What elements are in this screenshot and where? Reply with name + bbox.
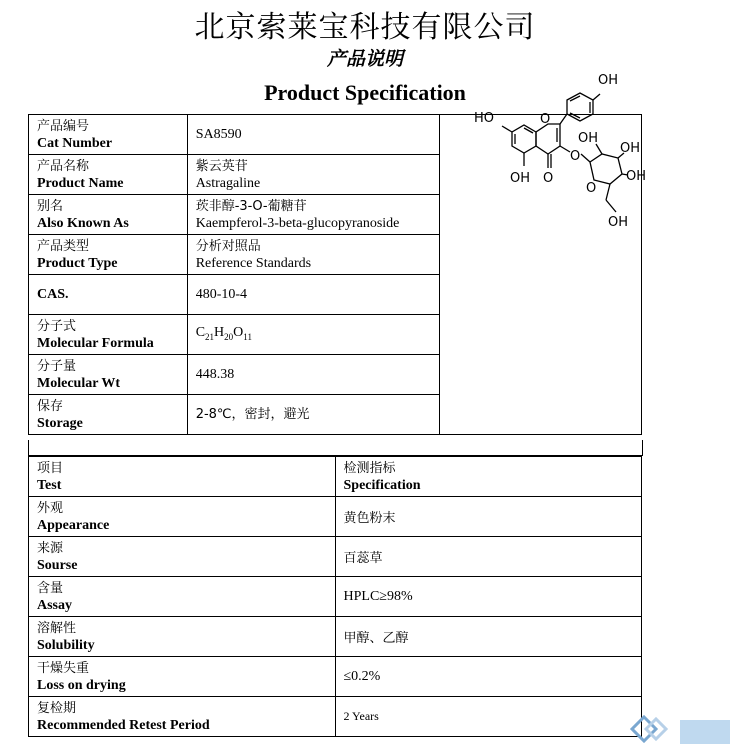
spec-label [29, 537, 336, 577]
pyranone-ring [536, 124, 560, 154]
table-spacer [28, 440, 643, 456]
spec-label [29, 697, 336, 737]
glycosidic-oxygen-label: O [570, 149, 581, 164]
a-ring [512, 125, 536, 153]
oh-label: OH [510, 171, 531, 186]
molecular-structure-diagram [430, 62, 650, 252]
spec-label [29, 617, 336, 657]
label-en: Test [37, 477, 62, 493]
label-zh: 干燥失重 [37, 660, 90, 676]
label-en: Molecular Wt [37, 375, 121, 391]
label-cas: CAS. [29, 275, 188, 315]
label-en: Cat Number [37, 135, 113, 151]
value-alias [187, 195, 439, 235]
watermark-logo-icon [628, 713, 672, 743]
label-en: Molecular Formula [37, 335, 154, 351]
carbonyl-oxygen-label: O [543, 171, 554, 186]
table-row [29, 577, 642, 617]
glucose-ring [590, 154, 622, 184]
oh-label: OH [608, 215, 629, 230]
value-en: Astragaline [195, 175, 261, 191]
label-cat-number [29, 115, 188, 155]
formula-c-count: 21 [205, 331, 215, 342]
label-product-type [29, 235, 188, 275]
label-en: Product Type [37, 255, 118, 271]
formula-h: H [214, 324, 225, 340]
spec-value: ≤0.2% [335, 657, 642, 697]
label-zh: 复检期 [37, 700, 77, 716]
oh-label: OH [626, 169, 647, 184]
value-product-type [187, 235, 439, 275]
label-zh: 溶解性 [37, 620, 77, 636]
formula-o-count: 11 [243, 331, 252, 342]
header-specification [335, 457, 642, 497]
label-zh: 保存 [37, 398, 64, 414]
formula-c: C [195, 324, 206, 340]
label-mol-wt [29, 355, 188, 395]
spec-value: HPLC≥98% [335, 577, 642, 617]
value-en: Kaempferol-3-beta-glucopyranoside [195, 215, 400, 231]
corner-decoration [680, 720, 730, 744]
formula-o: O [233, 324, 244, 340]
spec-label [29, 577, 336, 617]
label-zh: 来源 [37, 540, 64, 556]
spec-value: 2 Years [335, 697, 642, 737]
label-en: Product Name [37, 175, 124, 191]
value-zh: 分析对照品 [195, 238, 261, 254]
spec-label [29, 657, 336, 697]
phenyl-ring [567, 93, 600, 121]
label-zh: 分子量 [37, 358, 77, 374]
label-storage [29, 395, 188, 435]
label-en: Solubility [37, 637, 95, 653]
ring-oxygen-label: O [540, 112, 551, 127]
table-row [29, 657, 642, 697]
label-zh: 含量 [37, 580, 64, 596]
label-zh: 别名 [37, 198, 64, 214]
label-product-name [29, 155, 188, 195]
value-mol-wt: 448.38 [187, 355, 439, 395]
specification-table [28, 456, 642, 737]
spec-label [29, 497, 336, 537]
label-zh: 项目 [37, 460, 64, 476]
value-cas: 480-10-4 [187, 275, 439, 315]
label-en: Sourse [37, 557, 78, 573]
value-zh: 莰非醇-3-O-葡糖苷 [195, 198, 307, 214]
label-en: Assay [37, 597, 73, 613]
value-en: Reference Standards [195, 255, 312, 271]
spec-value: 黄色粉末 [335, 497, 642, 537]
label-zh: 检测指标 [343, 460, 396, 476]
ho-label: HO [474, 111, 495, 126]
label-zh: 产品类型 [37, 238, 90, 254]
spec-value: 甲醇、乙醇 [335, 617, 642, 657]
label-en: Recommended Retest Period [37, 717, 210, 733]
oh-label: OH [578, 131, 599, 146]
label-en: Storage [37, 415, 83, 431]
label-en: Specification [343, 477, 421, 493]
header-test [29, 457, 336, 497]
document-subtitle: 产品说明 [326, 48, 403, 70]
table-header-row [29, 457, 642, 497]
oh-label: OH [598, 73, 619, 88]
table-row [29, 697, 642, 737]
oh-label: OH [620, 141, 641, 156]
value-storage: 2-8℃，密封，避光 [187, 395, 439, 435]
spec-value: 百蕊草 [335, 537, 642, 577]
table-row [29, 497, 642, 537]
table-row [29, 617, 642, 657]
value-formula [187, 315, 439, 355]
label-zh: 产品名称 [37, 158, 90, 174]
label-zh: 外观 [37, 500, 64, 516]
label-alias [29, 195, 188, 235]
value-cat-number: SA8590 [187, 115, 439, 155]
value-product-name [187, 155, 439, 195]
label-formula [29, 315, 188, 355]
label-en: Loss on drying [37, 677, 126, 693]
sugar-oxygen-label: O [586, 181, 597, 196]
value-zh: 紫云英苷 [195, 158, 248, 174]
label-en: Appearance [37, 517, 110, 533]
page-title: Product Specification [264, 80, 466, 105]
table-row [29, 537, 642, 577]
formula-h-count: 20 [224, 331, 234, 342]
company-name: 北京索莱宝科技有限公司 [194, 10, 536, 45]
label-zh: 分子式 [37, 318, 77, 334]
label-en: Also Known As [37, 215, 129, 231]
label-zh: 产品编号 [37, 118, 90, 134]
